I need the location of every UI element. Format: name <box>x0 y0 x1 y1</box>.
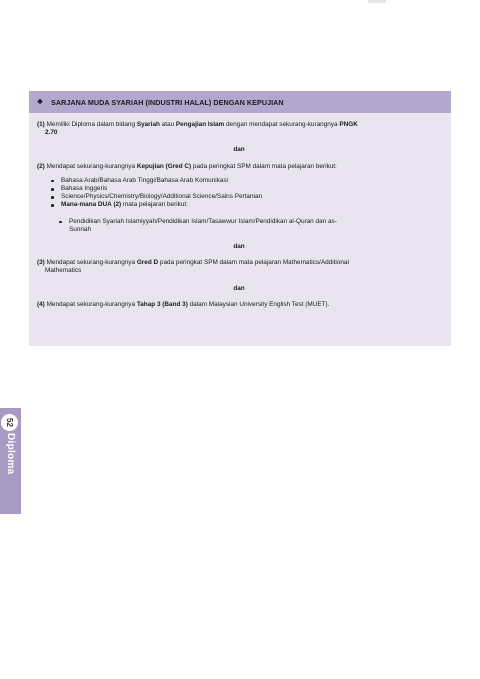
page-number-badge <box>1 414 18 431</box>
requirement-3 <box>37 259 441 275</box>
req-number: (4) <box>37 300 45 308</box>
req-text: atau <box>159 121 176 128</box>
islamic-subject-list <box>37 218 441 234</box>
page-number: 52 <box>5 418 14 427</box>
list-item: Bahasa Inggeris <box>51 185 441 193</box>
req-text: Pendidikan Syariah Islamiyyah/Pendidikan Islam/Tasawwur Islam/Pendidikan al-Quran dan as- <box>69 217 337 225</box>
programme-title: SARJANA MUDA SYARIAH (INDUSTRI HALAL) DENGAN KEPUJIAN <box>51 97 284 107</box>
requirements-body <box>29 113 451 309</box>
req-bold: 2.70 <box>45 129 58 137</box>
req-text: Mendapat sekurang-kurangnya <box>44 259 137 267</box>
req-text: pada peringkat SPM dalam mata pelajaran Mathematics/Additional <box>158 259 349 267</box>
req-bold: Mana-mana DUA (2) <box>61 201 122 209</box>
req-number: (1) <box>37 121 45 128</box>
req-text: mata pelajaran berikut: <box>121 201 188 209</box>
list-item: Bahasa Arab/Bahasa Arab Tinggi/Bahasa Arab Komunikasi <box>51 177 441 185</box>
section-label: Diploma <box>5 433 16 475</box>
list-item <box>59 218 441 234</box>
conjunction-dan: dan <box>233 243 245 251</box>
req-text: Memiliki Diploma dalam bidang <box>44 121 137 128</box>
req-bold: Pengajian Islam <box>175 121 225 128</box>
req-text: dengan mendapat sekurang-kurangnya <box>224 121 340 128</box>
conjunction-dan: dan <box>233 146 245 154</box>
req-number: (3) <box>37 259 45 267</box>
req-text: Mendapat sekurang-kurangnya <box>44 162 137 170</box>
req-text: Mendapat sekurang-kurangnya <box>44 300 137 308</box>
list-item: Science/Physics/Chemistry/Biology/Additional Science/Sains Pertanian <box>51 193 441 201</box>
programme-card <box>29 91 451 346</box>
corner-mark <box>368 0 386 3</box>
req-bold: Kepujian (Gred C) <box>136 162 192 170</box>
requirement-4 <box>37 301 441 309</box>
req-number: (2) <box>37 162 45 170</box>
req-bold: PNGK <box>339 121 358 128</box>
requirement-1 <box>37 121 441 137</box>
req-bold: Tahap 3 (Band 3) <box>136 300 188 308</box>
req-text: pada peringkat SPM dalam mata pelajaran berikut: <box>191 162 337 170</box>
diamond-bullet-icon: ❖ <box>36 99 44 106</box>
requirement-2 <box>37 163 441 171</box>
req-text: dalam Malaysian University English Test (MUET). <box>187 300 330 308</box>
subject-list <box>37 177 441 210</box>
programme-header <box>29 91 451 113</box>
req-text: Mathematics <box>45 267 82 275</box>
req-bold: Gred D <box>136 259 159 267</box>
list-item <box>51 201 441 209</box>
conjunction-dan: dan <box>233 284 245 292</box>
req-bold: Syariah <box>136 121 160 128</box>
req-text: Sunnah <box>69 225 92 233</box>
